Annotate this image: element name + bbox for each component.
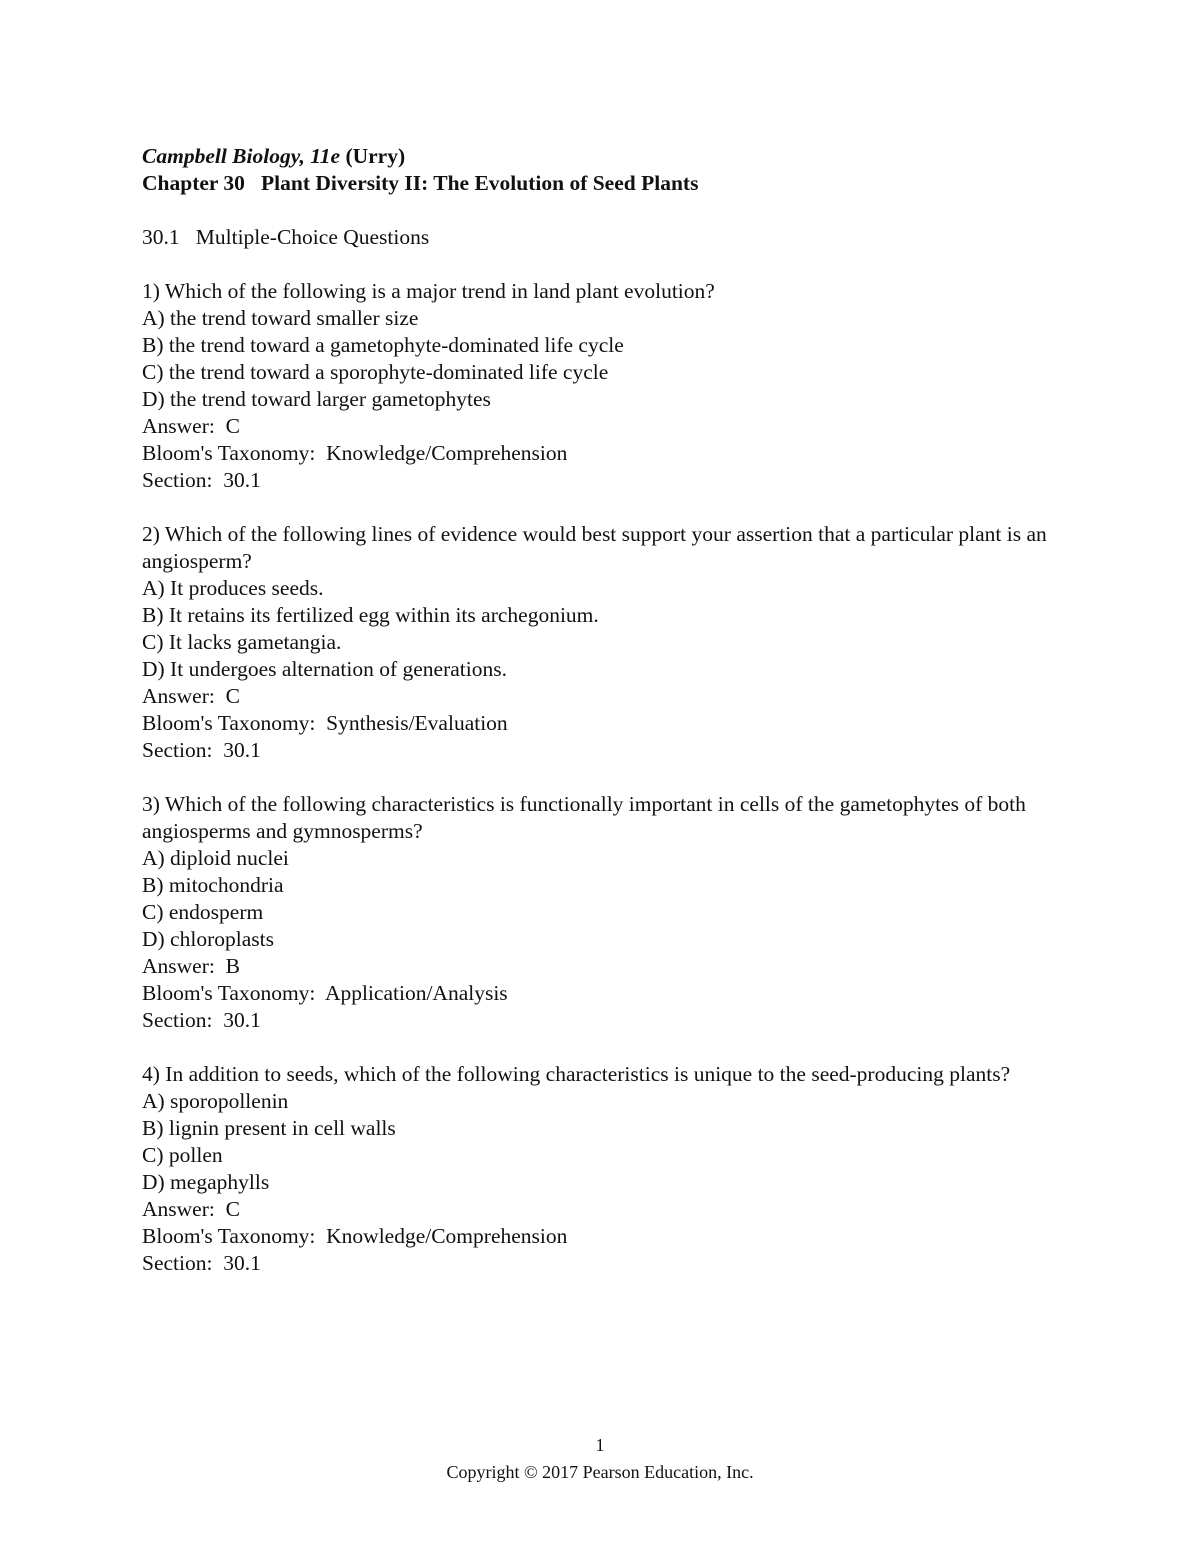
answer: Answer: C bbox=[142, 1197, 240, 1221]
option-a: A) sporopollenin bbox=[142, 1089, 289, 1113]
answer: Answer: C bbox=[142, 414, 240, 438]
question-3 bbox=[142, 791, 1062, 1034]
blooms-taxonomy: Bloom's Taxonomy: Knowledge/Comprehension bbox=[142, 1224, 568, 1248]
option-a: A) the trend toward smaller size bbox=[142, 306, 419, 330]
blooms-taxonomy: Bloom's Taxonomy: Knowledge/Comprehension bbox=[142, 441, 568, 465]
answer: Answer: C bbox=[142, 684, 240, 708]
copyright-notice: Copyright © 2017 Pearson Education, Inc. bbox=[446, 1462, 754, 1482]
question-text: 2) Which of the following lines of evidence would best support your assertion that a particular plant is an angiosperm? bbox=[142, 522, 1047, 573]
section-ref: Section: 30.1 bbox=[142, 1008, 261, 1032]
question-2 bbox=[142, 521, 1062, 764]
option-c: C) pollen bbox=[142, 1143, 223, 1167]
blooms-taxonomy: Bloom's Taxonomy: Application/Analysis bbox=[142, 981, 508, 1005]
option-b: B) It retains its fertilized egg within its archegonium. bbox=[142, 603, 599, 627]
option-b: B) lignin present in cell walls bbox=[142, 1116, 396, 1140]
option-d: D) megaphylls bbox=[142, 1170, 270, 1194]
option-d: D) chloroplasts bbox=[142, 927, 274, 951]
option-c: C) It lacks gametangia. bbox=[142, 630, 342, 654]
section-ref: Section: 30.1 bbox=[142, 738, 261, 762]
option-c: C) the trend toward a sporophyte-dominated life cycle bbox=[142, 360, 609, 384]
question-4 bbox=[142, 1061, 1062, 1277]
blooms-taxonomy: Bloom's Taxonomy: Synthesis/Evaluation bbox=[142, 711, 508, 735]
option-b: B) mitochondria bbox=[142, 873, 284, 897]
section-ref: Section: 30.1 bbox=[142, 1251, 261, 1275]
option-a: A) It produces seeds. bbox=[142, 576, 324, 600]
option-d: D) the trend toward larger gametophytes bbox=[142, 387, 491, 411]
answer: Answer: B bbox=[142, 954, 240, 978]
chapter-title: Chapter 30 Plant Diversity II: The Evolution of Seed Plants bbox=[142, 171, 699, 195]
option-c: C) endosperm bbox=[142, 900, 264, 924]
option-a: A) diploid nuclei bbox=[142, 846, 289, 870]
question-text: 4) In addition to seeds, which of the following characteristics is unique to the seed-producing plants? bbox=[142, 1062, 1011, 1086]
book-title-line bbox=[142, 143, 1062, 170]
book-author: (Urry) bbox=[345, 144, 406, 168]
page-content bbox=[142, 143, 1062, 1277]
option-b: B) the trend toward a gametophyte-dominated life cycle bbox=[142, 333, 624, 357]
question-1 bbox=[142, 278, 1062, 494]
question-text: 3) Which of the following characteristics is functionally important in cells of the gametophytes of both angiosperms and gymnosperms? bbox=[142, 792, 1026, 843]
option-d: D) It undergoes alternation of generations. bbox=[142, 657, 507, 681]
page-number: 1 bbox=[595, 1435, 605, 1455]
question-text: 1) Which of the following is a major trend in land plant evolution? bbox=[142, 279, 715, 303]
section-heading: 30.1 Multiple-Choice Questions bbox=[142, 225, 430, 249]
book-title: Campbell Biology, 11e bbox=[142, 144, 341, 168]
section-ref: Section: 30.1 bbox=[142, 468, 261, 492]
